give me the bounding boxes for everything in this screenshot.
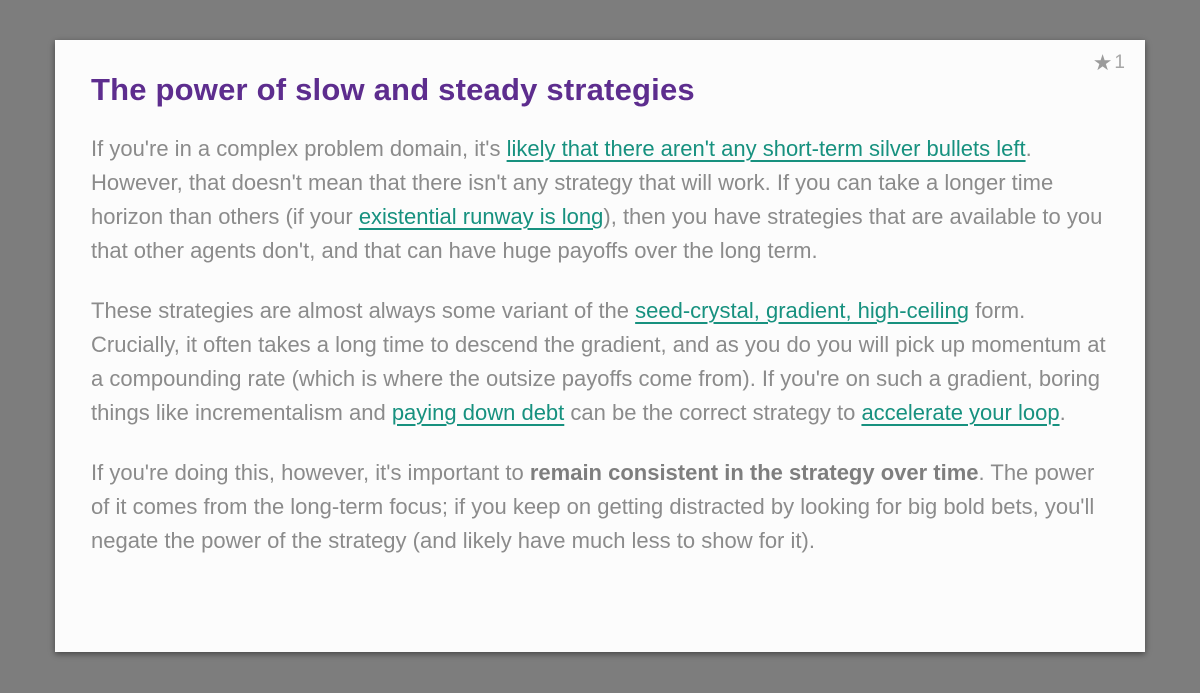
paragraph-text: If you're doing this, however, it's important to bbox=[91, 460, 530, 485]
paragraph-text: These strategies are almost always some variant of the bbox=[91, 298, 636, 323]
paragraph-text: . bbox=[1059, 400, 1066, 425]
inline-link[interactable]: existential runway is long bbox=[358, 204, 604, 229]
note-card-body bbox=[55, 40, 1145, 652]
inline-link[interactable]: accelerate your loop bbox=[861, 400, 1060, 425]
paragraph bbox=[91, 456, 1109, 558]
inline-link[interactable]: seed-crystal, gradient, high-ceiling bbox=[635, 298, 969, 323]
inline-link[interactable]: paying down debt bbox=[391, 400, 565, 425]
paragraph-text: If you're in a complex problem domain, it's bbox=[91, 136, 507, 161]
note-card bbox=[55, 40, 1145, 652]
paragraph-text: . However, that doesn't mean that there isn't any strategy that will work. If you can take a longer time horizon than others (if your bbox=[91, 136, 1054, 229]
star-count: 1 bbox=[1114, 52, 1125, 73]
paragraph-text: . The power of it comes from the long-term focus; if you keep on getting distracted by looking for big bold bets, you'll negate the power of the strategy (and likely have much less to show for it). bbox=[91, 460, 1095, 553]
paragraph bbox=[91, 294, 1109, 430]
bold-text: remain consistent in the strategy over time bbox=[529, 460, 979, 485]
paragraph-text: form. Crucially, it often takes a long time to descend the gradient, and as you do you will pick up momentum at a compounding rate (which is where the outsize payoffs come from). If you're on such a gradient, boring things like incrementalism and bbox=[91, 298, 1106, 425]
star-badge[interactable] bbox=[1093, 52, 1125, 74]
page-title: The power of slow and steady strategies bbox=[91, 72, 695, 107]
note-content bbox=[91, 132, 1109, 558]
paragraph-text: can be the correct strategy to bbox=[564, 400, 862, 425]
paragraph-text: ), then you have strategies that are available to you that other agents don't, and that can have huge payoffs over the long term. bbox=[91, 204, 1103, 263]
inline-link[interactable]: likely that there aren't any short-term silver bullets left bbox=[506, 136, 1026, 161]
star-icon[interactable]: ★ bbox=[1092, 50, 1113, 75]
paragraph bbox=[91, 132, 1109, 268]
